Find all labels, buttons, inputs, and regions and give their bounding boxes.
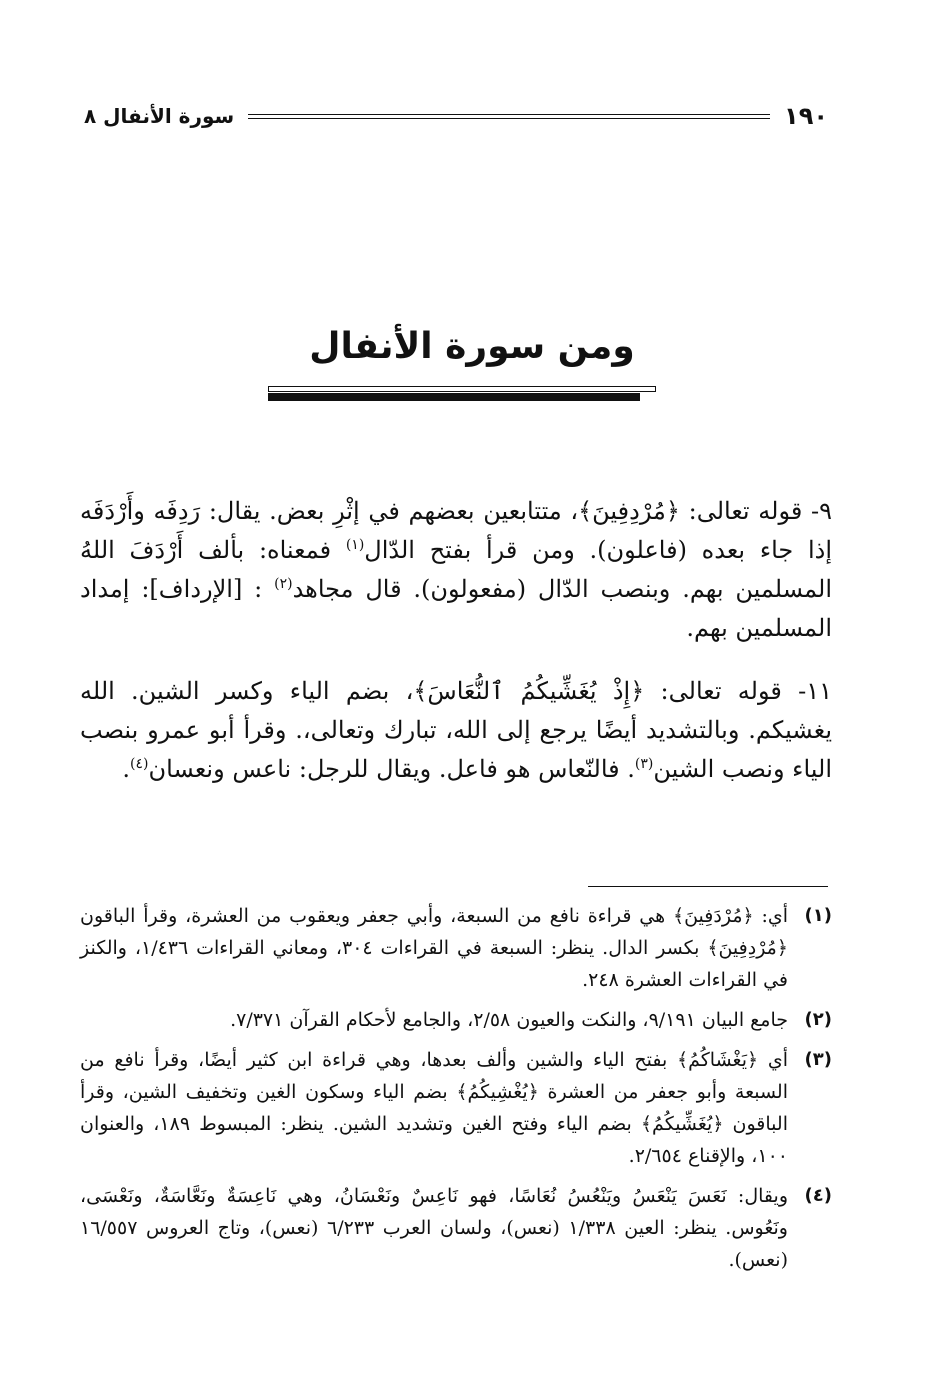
paragraph-verse-9 — [80, 492, 832, 648]
header-rule — [248, 114, 770, 119]
title-ornament — [268, 386, 656, 402]
footnote-1 — [80, 900, 832, 996]
footnote-text: جامع البيان ٩/١٩١، والنكت والعيون ٢/٥٨، والجامع لأحكام القرآن ٧/٣٧١. — [230, 1009, 788, 1031]
ornament-thin-bar — [268, 386, 656, 392]
footnote-ref-3[interactable]: (٣) — [634, 756, 654, 772]
paragraph-text: ١١- قوله تعالى: ﴿إِذْ يُغَشِّيكُمُ ٱلنُّعَاسَ﴾، بضم الياء وكسر الشين. الله يغشيكم. وبالتشديد أيضًا يرجع إلى الله، تبارك وتعالى،. وقرأ أبو عمرو بنصب الياء ونصب الشين — [80, 677, 832, 783]
chapter-title: ومن سورة الأنفال — [309, 326, 635, 367]
footnote-2 — [80, 1004, 832, 1036]
footnote-text: أي ﴿يَغْشَاكُمُ﴾ بفتح الياء والشين وألف بعدها، وهي قراءة ابن كثير أيضًا، وقرأ نافع من السبعة وأبو جعفر من العشرة ﴿يُغْشِيكُمُ﴾ بضم الياء وسكون الغين وتخفيف الشين، وقرأ الباقون ﴿يُغَشِّيكُمُ﴾ بضم الياء وفتح الغين وتشديد الشين. ينظر: المبسوط ١٨٩، والعنوان ١٠٠، والإقناع ٢/٦٥٤. — [80, 1049, 788, 1167]
footnote-text: أي: ﴿مُرْدَفِينَ﴾ هي قراءة نافع من السبعة، وأبي جعفر ويعقوب من العشرة، وقرأ الباقون ﴿مُرْدِفِينَ﴾ بكسر الدال. ينظر: السبعة في القراءات ٣٠٤، ومعاني القراءات ١/٤٣٦، والكنز في القراءات العشرة ٢٤٨. — [80, 905, 788, 991]
running-title: سورة الأنفال ٨ — [84, 104, 235, 128]
footnote-4 — [80, 1180, 832, 1276]
footnotes — [80, 900, 832, 1284]
body-text — [80, 492, 832, 813]
footnote-3 — [80, 1044, 832, 1172]
footnote-number: (١) — [804, 905, 832, 926]
footnote-separator — [588, 886, 828, 887]
footnote-number: (٣) — [804, 1049, 832, 1070]
footnote-ref-1[interactable]: (١) — [345, 537, 365, 553]
paragraph-text: فمعناه: بألف أَرْدَفَ اللهُ المسلمين بهم. وبنصب الدّال (مفعولون). قال مجاهد — [80, 536, 832, 603]
paragraph-text: . — [122, 755, 131, 783]
paragraph-verse-11 — [80, 672, 832, 789]
paragraph-text: . فالنّعاس هو فاعل. ويقال للرجل: ناعس ونعسان — [148, 755, 635, 783]
paragraph-text: : [الإرداف]: إمداد المسلمين بهم. — [80, 575, 832, 642]
footnote-number: (٤) — [804, 1185, 832, 1206]
footnote-ref-2[interactable]: (٢) — [274, 576, 293, 592]
ornament-thick-bar — [268, 393, 640, 401]
running-header — [84, 96, 828, 136]
footnote-text: ويقال: نَعَسَ يَنْعَسُ ويَنْعُسُ نُعَاسًا، فهو نَاعِسٌ ونَعْسَانُ، وهي نَاعِسَةٌ ونَعَّاسَةٌ، ونَعْسَى، ونَعُوس. ينظر: العين ١/٣٣٨ (نعس)، ولسان العرب ٦/٢٣٣ (نعس)، وتاج العروس ١٦/٥٥٧ (نعس). — [80, 1185, 788, 1271]
page-number: ١٩٠ — [784, 102, 828, 130]
footnote-number: (٢) — [804, 1009, 832, 1030]
paragraph-text: ٩- قوله تعالى: ﴿مُرْدِفِينَ﴾، متتابعين بعضهم في إثْرِ بعض. يقال: رَدِفَه وأَرْدَفَه إذا جاء بعده (فاعلون). ومن قرأ بفتح الدّال — [80, 497, 833, 564]
footnote-ref-4[interactable]: (٤) — [130, 756, 149, 772]
